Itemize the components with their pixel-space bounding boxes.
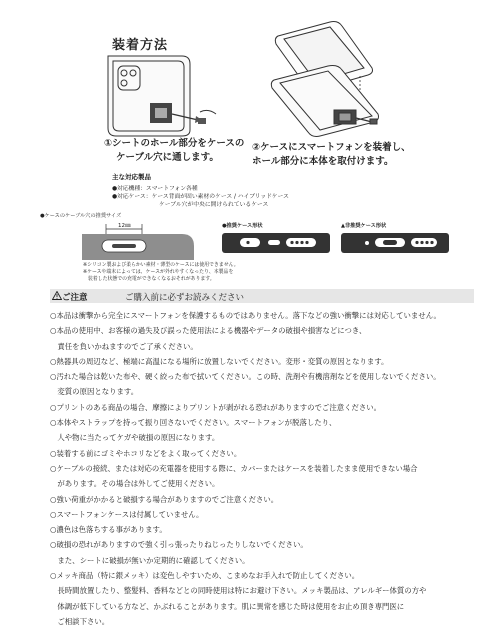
warning-icon [52,291,62,300]
hole-size-label: ●ケースのケーブル穴の推奨サイズ [40,213,122,219]
page-title: 装着方法 [112,38,169,53]
list-item: ご相談下さい。 [50,616,110,626]
list-item: また、シートに破損が無いか定期的に確認してください。 [50,555,250,565]
hole-size-diagram [82,218,200,264]
compat-devices-label: ●対応機種： [112,186,147,192]
list-item: ○破損の恐れがありますので強く引っ張ったりねじったりしないでください。 [50,540,308,550]
list-item: ○装着する前にゴミやホコリなどをよく取ってください。 [50,448,242,458]
recommended-case-shape [222,232,332,254]
list-item: 体調が低下している方など、かぶれることがあります。肌に異常を感じた時は使用をお止め頂き専門医に [50,601,405,611]
hole-size-notes [83,262,239,283]
list-item: ○本品の使用中、お客様の過失及び誤った使用法による機器やデータの破損や損害などにつき、 [50,326,367,336]
list-item: ○本品は衝撃から完全にスマートフォンを保護するものではありません。落下などの強い衝撃には対応していません。 [50,311,441,320]
caution-list [50,308,490,629]
warning-band [50,289,474,303]
compat-cases-value-1: ケース背面が固い素材のケース / ハイブリッドケース [151,194,289,200]
list-item: ○スマートフォンケースは付属していません。 [50,509,204,519]
list-item: 長時間放置したり、整髪料、香料などとの同時使用は特にお避け下さい。メッキ製品は、アレルギー体質の方や [50,586,427,596]
step1-text-line2: ケーブル穴に通します。 [116,152,219,163]
list-item: があります。その場合は外してご使用ください。 [50,479,220,489]
note-line-1: ※シリコン製および柔らかい素材・薄型のケースには使用できません。 [83,262,239,268]
step2-caption [252,141,411,169]
warning-subtitle: ご購入前に必ずお読みください [125,293,245,303]
step2-text-line2: ホール部分に本体を取付けます。 [252,156,394,167]
port-icon [383,240,397,245]
arrow-icon [200,110,216,114]
list-item: 変質の原因となります。 [50,387,139,397]
compat-cases-label: ●対応ケース： [112,194,152,200]
compat-list [112,185,289,209]
step2-text-line1: ケースにスマートフォンを装着し、 [260,142,411,153]
step2-number: ② [252,142,261,153]
port-icon [268,240,280,245]
compat-heading: 主な対応製品 [112,173,151,181]
compat-cases-value-2: ケーブル穴が中央に開けられているケース [159,202,269,208]
step1-caption [104,137,244,165]
step1-text-line1: シートのホール部分をケースの [112,138,245,149]
hole-dimension: 12㎜ [118,223,131,229]
list-item: ○ケーブルの接続、または対応の充電器を使用する際に、カバーまたはケースを装着したまま使用できない場合 [50,463,418,473]
warning-title: ご注意 [62,293,88,303]
compat-devices-value: スマートフォン各種 [146,186,198,192]
list-item: 人や物に当たってケガや破損の原因になります。 [50,433,220,443]
list-item: ○濃色は色落ちする事があります。 [50,525,167,535]
list-item: ○プリントのある商品の場合、摩擦によりプリントが剥がれる恐れがありますのでご注意ください。 [50,402,382,412]
list-item: ○メッキ商品（特に銀メッキ）は変色しやすいため、こまめなお手入れで防止してください。 [50,571,360,581]
list-item: 責任を負いかねますのでご了承ください。 [50,341,198,351]
port-icon [112,244,136,248]
list-item: ○熱器具の周辺など、極端に高温になる場所に放置しないでください。変形・変質の原因となります。 [50,356,389,366]
list-item: ○本体やストラップを持って振り回さないでください。スマートフォンが脱落したり、 [50,418,337,428]
step1-illustration [104,48,234,138]
note-line-3: 装着した状態での充電ができなくなるおそれがあります。 [83,276,215,282]
recommended-label: ●推奨ケース形状 [222,223,263,229]
not-recommended-label: ▲非推奨ケース形状 [341,223,387,229]
note-line-2: ※ケースや端末によっては、ケースが外れやすくなったり、本製品を [83,269,234,275]
step2-illustration [268,18,403,143]
not-recommended-case-shape [341,232,451,254]
list-item: ○強い荷重がかかると破損する場合がありますのでご注意ください。 [50,494,279,504]
list-item: ○汚れた場合は乾いた布や、硬く絞った布で拭いてください。この時、洗剤や有機溶剤などを使用しないでください。 [50,372,441,382]
case-back-drawing [108,56,190,136]
step1-number: ① [104,138,113,149]
